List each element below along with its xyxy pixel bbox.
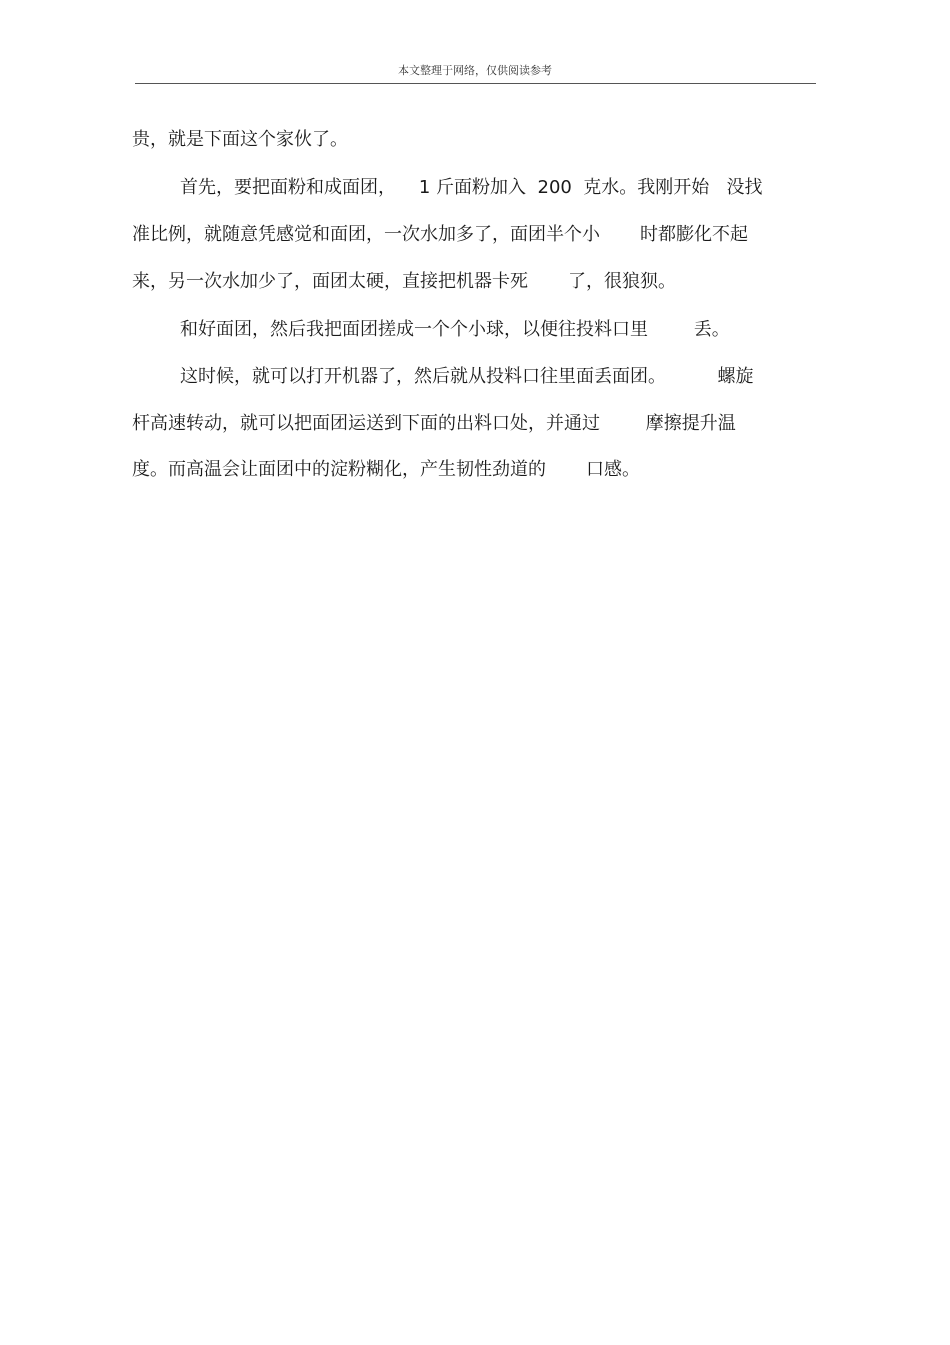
text-line: 和好面团，然后我把面团搓成一个个小球，以便往投料口里 丢。 xyxy=(180,319,730,340)
text-line: 这时候，就可以打开机器了，然后就从投料口往里面丢面团。 螺旋 xyxy=(180,366,754,387)
text-line: 杆高速转动，就可以把面团运送到下面的出料口处，并通过 摩擦提升温 xyxy=(132,413,736,434)
header-divider xyxy=(135,83,816,84)
text-line: 贵，就是下面这个家伙了。 xyxy=(132,129,348,150)
text-line: 来，另一次水加少了，面团太硬，直接把机器卡死 了，很狼狈。 xyxy=(132,271,677,292)
text-line: 首先，要把面粉和成面团， 1 斤面粉加入 200 克水。我刚开始 没找 xyxy=(180,177,763,198)
text-line: 准比例，就随意凭感觉和面团，一次水加多了，面团半个小 时都膨化不起 xyxy=(132,224,749,245)
page-header: 本文整理于网络，仅供阅读参考 xyxy=(398,64,552,77)
text-line: 度。而高温会让面团中的淀粉糊化，产生韧性劲道的 口感。 xyxy=(132,459,641,480)
